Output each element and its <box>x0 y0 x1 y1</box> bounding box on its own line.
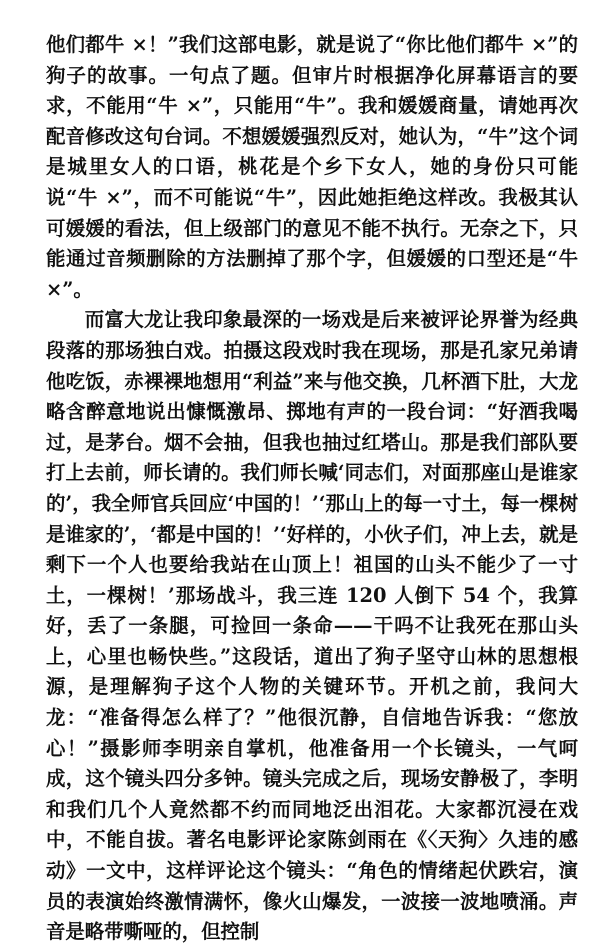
paragraph-2: 而富大龙让我印象最深的一场戏是后来被评论界誉为经典段落的那场独白戏。拍摄这段戏时我在现场，那是孔家兄弟请他吃饭，赤裸裸地想用“利益”来与他交换，几杯酒下肚，大龙略含醉意地说出慷慨激昂、掷地有声的一段台词：“好酒我喝过，是茅台。烟不会抽，但我也抽过红塔山。那是我们部队要打上去前，师长请的。我们师长喊‘同志们，对面那座山是谁家的’，我全师官兵回应‘中国的！’‘那山上的每一寸土，每一棵树是谁家的’，‘都是中国的！’‘好样的，小伙子们，冲上去，就是剩下一个人也要给我站在山顶上！祖国的山头不能少了一寸土，一棵树！’那场战斗，我三连 120 人倒下 54 个，我算好，丢了一条腿，可捡回一条命——干吗不让我死在那山头上，心里也畅快些。”这段话，道出了狗子坚守山林的思想根源，是理解狗子这个人物的关键环节。开机之前，我问大龙：“准备得怎么样了？”他很沉静，自信地告诉我：“您放心！”摄影师李明亲自掌机，他准备用一个长镜头，一气呵成，这个镜头四分多钟。镜头完成之后，现场安静极了，李明和我们几个人竟然都不约而同地泛出泪花。大家都沉浸在戏中，不能自拔。著名电影评论家陈剑雨在《〈天狗〉久违的感动》一文中，这样评论这个镜头：“角色的情绪起伏跌宕，演员的表演始终激情满怀，像火山爆发，一波接一波地喷涌。声音是略带嘶哑的，但控制 <box>46 308 578 944</box>
paragraph-1: 他们都牛 ×！”我们这部电影，就是说了“你比他们都牛 ×”的狗子的故事。一句点了题。但审片时根据净化屏幕语言的要求，不能用“牛 ×”，只能用“牛”。我和媛媛商量，请她再次配音修改这句台词。不想媛媛强烈反对，她认为，“牛”这个词是城里女人的口语，桃花是个乡下女人，她的身份只可能说“牛 ×”，而不可能说“牛”，因此她拒绝这样改。我极其认可媛媛的看法，但上级部门的意见不能不执行。无奈之下，只能通过音频删除的方法删掉了那个字，但媛媛的口型还是“牛 ×”。 <box>46 33 578 301</box>
document-page <box>46 30 578 944</box>
